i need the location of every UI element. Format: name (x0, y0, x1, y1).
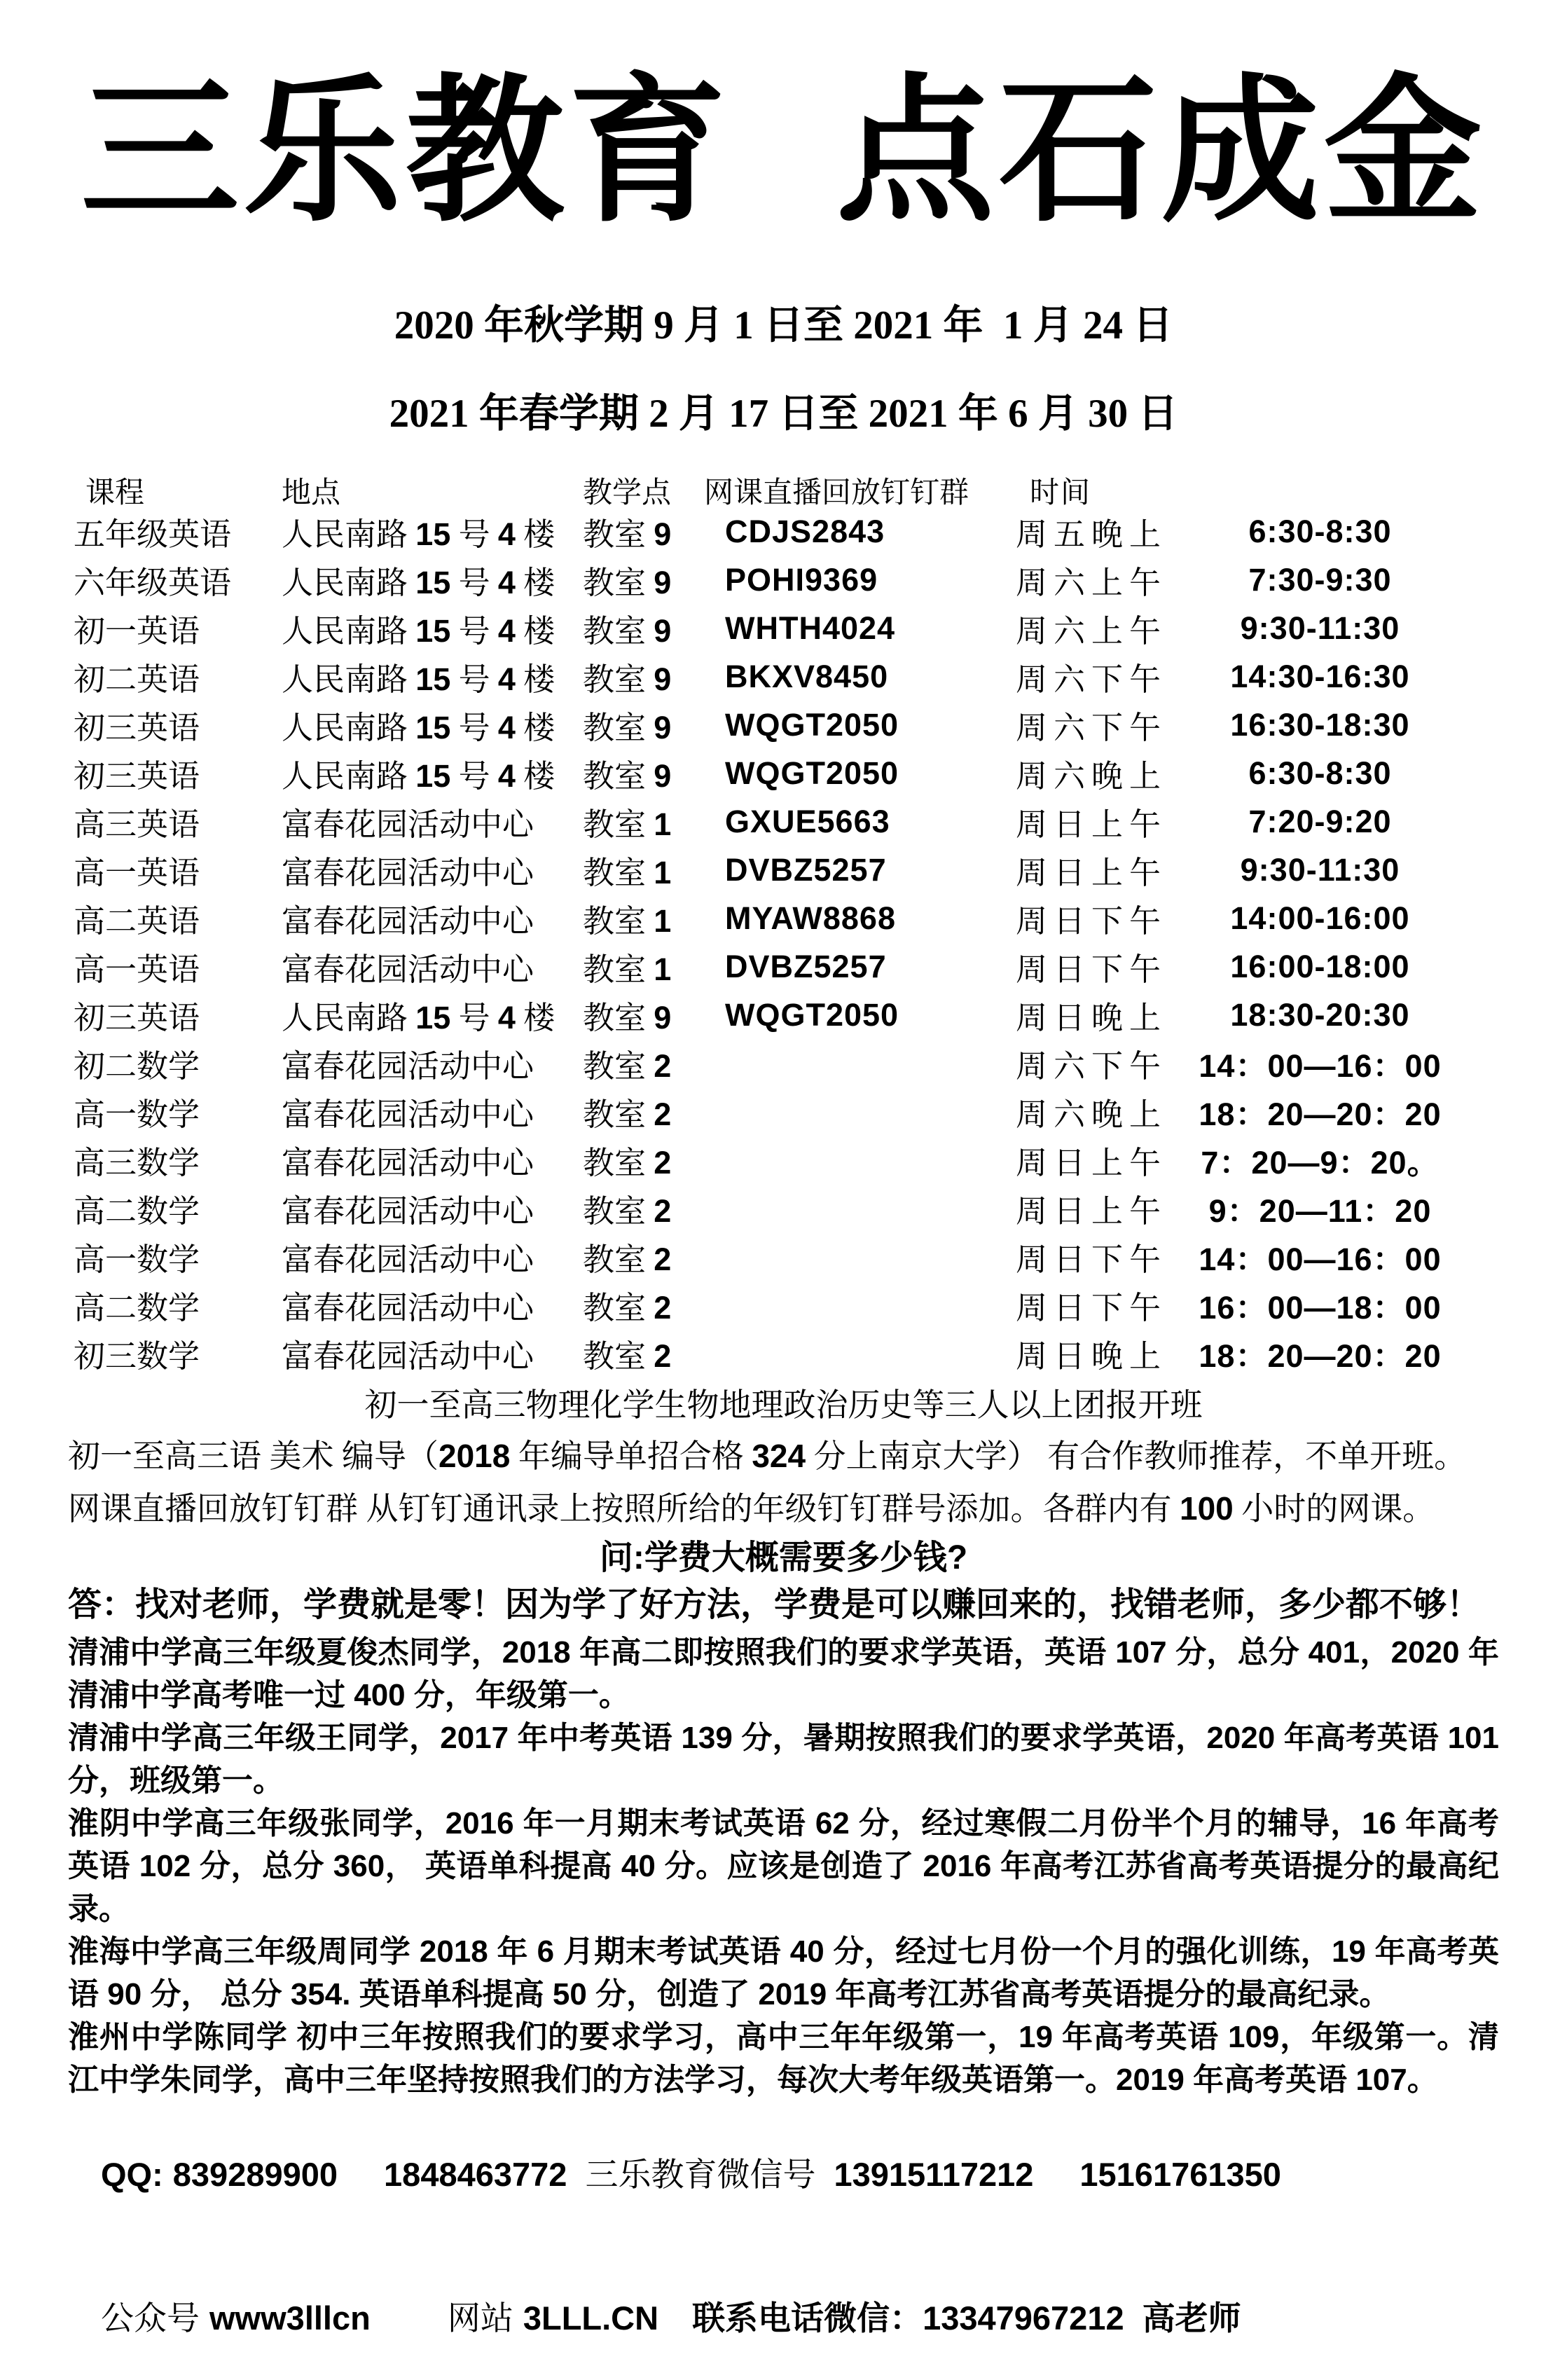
cell-time: 16：00—18：00 (1199, 1290, 1442, 1326)
cell-dingtalk-group: WQGT2050 (725, 706, 899, 743)
cell-course: 高二英语 (74, 904, 200, 939)
tuition-question: 问:学费大概需要多少钱? (599, 1539, 968, 1576)
schedule-row (70, 1136, 1567, 1184)
cell-course: 初三英语 (74, 759, 200, 794)
wechat-label: 三乐教育微信号 (585, 2157, 816, 2194)
cell-day: 周日下午 (1016, 904, 1168, 939)
testimonials (68, 1631, 1499, 2101)
schedule-row (70, 1281, 1567, 1329)
cell-room: 教室 2 (583, 1048, 672, 1084)
official-account-id: www3lllcn (209, 2299, 371, 2337)
cell-course: 五年级英语 (74, 517, 232, 552)
schedule-row (70, 991, 1567, 1039)
cell-dingtalk-group: MYAW8868 (725, 900, 896, 936)
cell-course: 高一数学 (74, 1097, 200, 1132)
cell-location: 富春花园活动中心 (282, 1339, 534, 1374)
cell-course: 初三数学 (74, 1339, 200, 1374)
cell-day: 周六晚上 (1016, 759, 1168, 794)
cell-location: 人民南路 15 号 4 楼 (282, 1000, 555, 1036)
cell-time: 7:30-9:30 (1248, 561, 1392, 598)
dingtalk-note: 网课直播回放钉钉群 从钉钉通讯录上按照所给的年级钉钉群号添加。各群内有 100 小时的网课。 (68, 1490, 1435, 1527)
cell-time: 7：20—9：20。 (1201, 1145, 1440, 1181)
cell-location: 富春花园活动中心 (282, 1049, 534, 1084)
cell-dingtalk-group: CDJS2843 (725, 513, 885, 549)
schedule-row (70, 797, 1567, 846)
cell-day: 周六下午 (1016, 710, 1168, 745)
schedule-row (70, 1039, 1567, 1087)
cell-course: 高二数学 (74, 1291, 200, 1326)
cell-location: 富春花园活动中心 (282, 1242, 534, 1277)
wechat-number-2: 15161761350 (1079, 2156, 1281, 2193)
cell-room: 教室 1 (583, 951, 672, 987)
cell-dingtalk-group: WHTH4024 (725, 610, 896, 646)
cell-day: 周六下午 (1016, 662, 1168, 697)
cell-room: 教室 2 (583, 1241, 672, 1277)
teacher-name: 高老师 (1142, 2299, 1241, 2337)
cell-location: 富春花园活动中心 (282, 1291, 534, 1326)
cell-location: 人民南路 15 号 4 楼 (282, 516, 555, 552)
cell-location: 富春花园活动中心 (282, 855, 534, 890)
schedule-row (70, 1087, 1567, 1136)
cell-course: 高一英语 (74, 952, 200, 987)
cell-day: 周日下午 (1016, 1242, 1168, 1277)
schedule-row (70, 894, 1567, 942)
semester-line-spring: 2021 年春学期 2 月 17 日至 2021 年 6 月 30 日 (389, 392, 1178, 436)
cell-course: 初一英语 (74, 614, 200, 649)
cell-room: 教室 9 (583, 710, 672, 745)
cell-location: 富春花园活动中心 (282, 1146, 534, 1181)
wechat-number-1: 13915117212 (834, 2156, 1034, 2193)
cell-time: 18：20—20：20 (1199, 1096, 1442, 1132)
cell-dingtalk-group: WQGT2050 (725, 996, 899, 1033)
cell-day: 周日上午 (1016, 855, 1168, 890)
schedule-row (70, 846, 1567, 894)
cell-time: 7:20-9:20 (1248, 803, 1392, 839)
cell-dingtalk-group: POHI9369 (725, 561, 878, 598)
website-label: 网站 (447, 2301, 513, 2337)
cell-room: 教室 1 (583, 855, 672, 890)
schedule-row (70, 749, 1567, 797)
cell-room: 教室 9 (583, 1000, 672, 1036)
schedule-table (70, 469, 1567, 1377)
cell-time: 14:30-16:30 (1230, 658, 1410, 694)
column-header-time: 时间 (1030, 477, 1092, 509)
cell-room: 教室 9 (583, 516, 672, 552)
cell-course: 高三英语 (74, 807, 200, 842)
cell-day: 周日上午 (1016, 1194, 1168, 1229)
cell-dingtalk-group: DVBZ5257 (725, 948, 887, 984)
cell-course: 高三数学 (74, 1146, 200, 1181)
cell-day: 周日晚上 (1016, 1339, 1168, 1374)
cell-course: 六年级英语 (74, 565, 232, 600)
cell-dingtalk-group: DVBZ5257 (725, 851, 887, 888)
cell-room: 教室 2 (583, 1338, 672, 1374)
semester-line-autumn: 2020 年秋学期 9 月 1 日至 2021 年 1 月 24 日 (394, 303, 1173, 348)
art-programs-note: 初一至高三语 美术 编导（2018 年编导单招合格 324 分上南京大学） 有合作教师推荐，不单开班。 (68, 1438, 1467, 1474)
schedule-rows (70, 507, 1567, 1377)
testimonial-paragraph: 清浦中学高三年级夏俊杰同学，2018 年高二即按照我们的要求学英语，英语 107 分，总分 401，2020 年清浦中学高考唯一过 400 分，年级第一。 (68, 1635, 1499, 1712)
website-url: 3LLL.CN (523, 2299, 659, 2337)
cell-time: 6:30-8:30 (1248, 513, 1392, 549)
schedule-header-row (70, 469, 1567, 507)
qq-label: QQ: (101, 2156, 163, 2193)
cell-day: 周日上午 (1016, 1146, 1168, 1181)
cell-dingtalk-group: WQGT2050 (725, 755, 899, 791)
cell-time: 16:30-18:30 (1230, 706, 1410, 743)
cell-room: 教室 9 (583, 613, 672, 649)
cell-time: 9：20—11：20 (1208, 1193, 1432, 1229)
testimonial-paragraph: 淮海中学高三年级周同学 2018 年 6 月期末考试英语 40 分，经过七月份一个月的强化训练，19 年高考英语 90 分， 总分 354. 英语单科提高 50 分，创造了 2019 年高考江苏省高考英语提分的最高纪录。 (68, 1934, 1499, 2011)
cell-time: 6:30-8:30 (1248, 755, 1392, 791)
column-header-location: 地点 (282, 477, 341, 509)
cell-room: 教室 9 (583, 758, 672, 794)
cell-location: 富春花园活动中心 (282, 952, 534, 987)
cell-time: 18:30-20:30 (1230, 996, 1410, 1033)
contact-line-web (68, 2257, 1567, 2380)
cell-location: 富春花园活动中心 (282, 1097, 534, 1132)
cell-location: 富春花园活动中心 (282, 1194, 534, 1229)
testimonial-paragraph: 淮州中学陈同学 初中三年按照我们的要求学习，高中三年年级第一，19 年高考英语 109，年级第一。清江中学朱同学，高中三年坚持按照我们的方法学习，每次大考年级英语第一。2019 年高考英语 107。 (68, 2020, 1499, 2097)
cell-location: 富春花园活动中心 (282, 904, 534, 939)
schedule-row (70, 604, 1567, 652)
schedule-row (70, 1184, 1567, 1232)
column-header-dingtalk-group: 网课直播回放钉钉群 (704, 477, 969, 509)
phone-number: 13347967212 (923, 2299, 1124, 2337)
cell-day: 周六上午 (1016, 565, 1168, 600)
schedule-row (70, 556, 1567, 604)
cell-time: 9:30-11:30 (1240, 851, 1400, 888)
cell-day: 周六上午 (1016, 614, 1168, 649)
cell-location: 人民南路 15 号 4 楼 (282, 661, 555, 697)
cell-time: 14：00—16：00 (1199, 1048, 1442, 1084)
cell-room: 教室 1 (583, 806, 672, 842)
cell-time: 18：20—20：20 (1199, 1338, 1442, 1374)
cell-dingtalk-group: BKXV8450 (725, 658, 889, 694)
cell-day: 周日下午 (1016, 1291, 1168, 1326)
cell-room: 教室 2 (583, 1096, 672, 1132)
cell-course: 高一英语 (74, 855, 200, 890)
cell-location: 人民南路 15 号 4 楼 (282, 565, 555, 600)
qq-number-1: 839289900 (172, 2156, 338, 2193)
testimonial-paragraph: 清浦中学高三年级王同学，2017 年中考英语 139 分，暑期按照我们的要求学英语，2020 年高考英语 101 分，班级第一。 (68, 1721, 1499, 1798)
cell-time: 14：00—16：00 (1199, 1241, 1442, 1277)
column-header-course: 课程 (85, 477, 145, 509)
cell-day: 周日下午 (1016, 952, 1168, 987)
cell-day: 周日上午 (1016, 807, 1168, 842)
tuition-answer: 答：找对老师，学费就是零！因为学了好方法，学费是可以赚回来的，找错老师，多少都不够！ (68, 1586, 1481, 1623)
schedule-row (70, 1232, 1567, 1281)
schedule-row (70, 652, 1567, 701)
cell-day: 周五晚上 (1016, 517, 1168, 552)
contact-line-qq (68, 2114, 1567, 2236)
flyer-page (0, 43, 1567, 2337)
cell-course: 初三英语 (74, 1000, 200, 1036)
cell-location: 人民南路 15 号 4 楼 (282, 613, 555, 649)
cell-room: 教室 9 (583, 661, 672, 697)
cell-time: 16:00-18:00 (1230, 948, 1410, 984)
cell-course: 初二英语 (74, 662, 200, 697)
cell-room: 教室 2 (583, 1145, 672, 1181)
official-account-label: 公众号 (101, 2301, 200, 2337)
cell-location: 人民南路 15 号 4 楼 (282, 710, 555, 745)
cell-course: 初二数学 (74, 1049, 200, 1084)
cell-course: 初三英语 (74, 710, 200, 745)
cell-time: 9:30-11:30 (1240, 610, 1400, 646)
schedule-row (70, 701, 1567, 749)
cell-day: 周六晚上 (1016, 1097, 1168, 1132)
cell-location: 富春花园活动中心 (282, 807, 534, 842)
qq-number-2: 1848463772 (384, 2156, 567, 2193)
cell-room: 教室 2 (583, 1290, 672, 1326)
cell-course: 高二数学 (74, 1194, 200, 1229)
group-class-note: 初一至高三物理化学生物地理政治历史等三人以上团报开班 (364, 1387, 1203, 1423)
schedule-row (70, 507, 1567, 556)
cell-dingtalk-group: GXUE5663 (725, 803, 890, 839)
schedule-row (70, 1329, 1567, 1377)
schedule-row (70, 942, 1567, 991)
cell-room: 教室 2 (583, 1193, 672, 1229)
cell-location: 人民南路 15 号 4 楼 (282, 758, 555, 794)
cell-time: 14:00-16:00 (1230, 900, 1410, 936)
cell-room: 教室 9 (583, 565, 672, 600)
cell-day: 周六下午 (1016, 1049, 1168, 1084)
phone-label: 联系电话微信： (692, 2299, 923, 2337)
page-title: 三乐教育 点石成金 (81, 65, 1486, 240)
cell-room: 教室 1 (583, 903, 672, 939)
column-header-room: 教学点 (583, 477, 672, 509)
cell-course: 高一数学 (74, 1242, 200, 1277)
cell-day: 周日晚上 (1016, 1000, 1168, 1036)
testimonial-paragraph: 淮阴中学高三年级张同学，2016 年一月期末考试英语 62 分，经过寒假二月份半个月的辅导，16 年高考英语 102 分，总分 360， 英语单科提高 40 分。应该是创造了 2016 年高考江苏省高考英语提分的最高纪录。 (68, 1806, 1499, 1926)
